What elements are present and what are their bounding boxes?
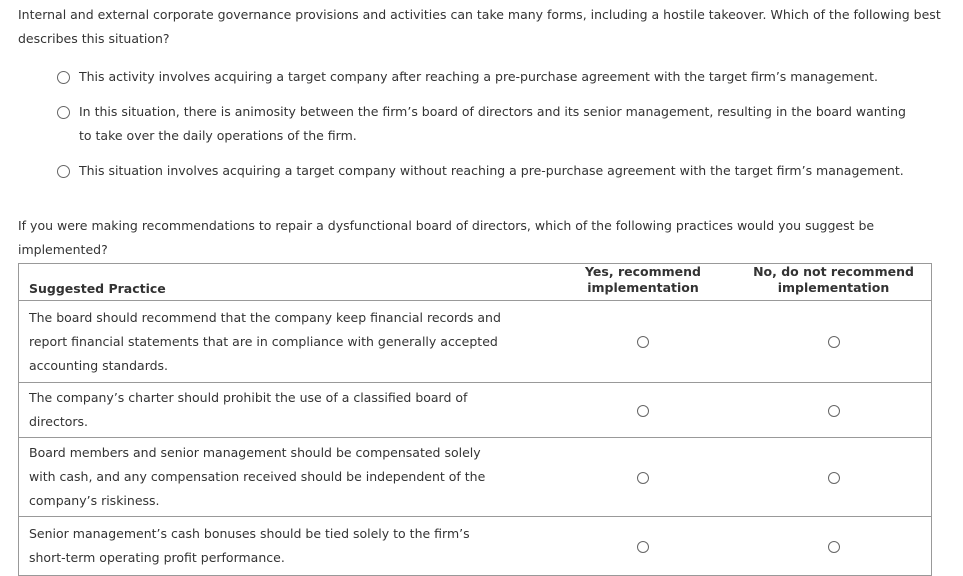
row-3-no-radio[interactable] (828, 472, 840, 484)
row-1-yes-cell (550, 301, 736, 383)
row-3-yes-radio[interactable] (637, 472, 649, 484)
row-1-no-cell (736, 301, 932, 383)
header-yes-line1: Yes, recommend (585, 264, 701, 279)
header-no-line1: No, do not recommend (753, 264, 914, 279)
row-4-no-radio[interactable] (828, 541, 840, 553)
row-1-practice: The board should recommend that the company keep financial records and report financial statements that are in compliance with generally accepted accounting standards. (19, 301, 551, 383)
row-2-yes-radio[interactable] (637, 405, 649, 417)
row-1-yes-radio[interactable] (637, 336, 649, 348)
option-2[interactable] (57, 101, 917, 148)
row-4-yes-radio[interactable] (637, 541, 649, 553)
option-1-label: This activity involves acquiring a target company after reaching a pre-purchase agreement with the target firm’s management. (79, 69, 878, 84)
option-2-label: In this situation, there is animosity between the firm’s board of directors and its senior management, resulting in the board wanting to take over the daily operations of the firm. (79, 104, 906, 143)
row-4-practice: Senior management’s cash bonuses should be tied solely to the firm’s short-term operating profit performance. (19, 517, 551, 576)
option-3[interactable] (57, 160, 917, 183)
row-3-no-cell (736, 438, 932, 517)
header-no-line2: implementation (777, 280, 890, 295)
option-1[interactable] (57, 66, 917, 89)
table-row (19, 383, 932, 438)
table-row (19, 301, 932, 383)
header-yes-line2: implementation (587, 280, 699, 295)
table-header-row (19, 264, 932, 301)
row-1-no-radio[interactable] (828, 336, 840, 348)
row-3-yes-cell (550, 438, 736, 517)
option-3-radio[interactable] (57, 165, 70, 178)
row-4-no-cell (736, 517, 932, 576)
question-1-prompt: Internal and external corporate governance provisions and activities can take many forms, including a hostile takeover. Which of the following best describes this situation? (18, 7, 941, 46)
row-4-yes-cell (550, 517, 736, 576)
row-2-practice: The company’s charter should prohibit the use of a classified board of directors. (19, 383, 551, 438)
option-1-radio[interactable] (57, 71, 70, 84)
row-2-no-radio[interactable] (828, 405, 840, 417)
header-no (736, 264, 932, 301)
header-yes (550, 264, 736, 301)
table-row (19, 438, 932, 517)
option-3-label: This situation involves acquiring a target company without reaching a pre-purchase agreement with the target firm’s management. (79, 163, 904, 178)
row-2-no-cell (736, 383, 932, 438)
header-suggested-practice: Suggested Practice (19, 264, 551, 301)
row-3-practice: Board members and senior management should be compensated solely with cash, and any compensation received should be independent of the company’s riskiness. (19, 438, 551, 517)
table-row (19, 517, 932, 576)
row-2-yes-cell (550, 383, 736, 438)
option-2-radio[interactable] (57, 106, 70, 119)
practice-table (18, 263, 932, 576)
question-2-prompt: If you were making recommendations to repair a dysfunctional board of directors, which of the following practices would you suggest be implemented? (18, 218, 875, 257)
